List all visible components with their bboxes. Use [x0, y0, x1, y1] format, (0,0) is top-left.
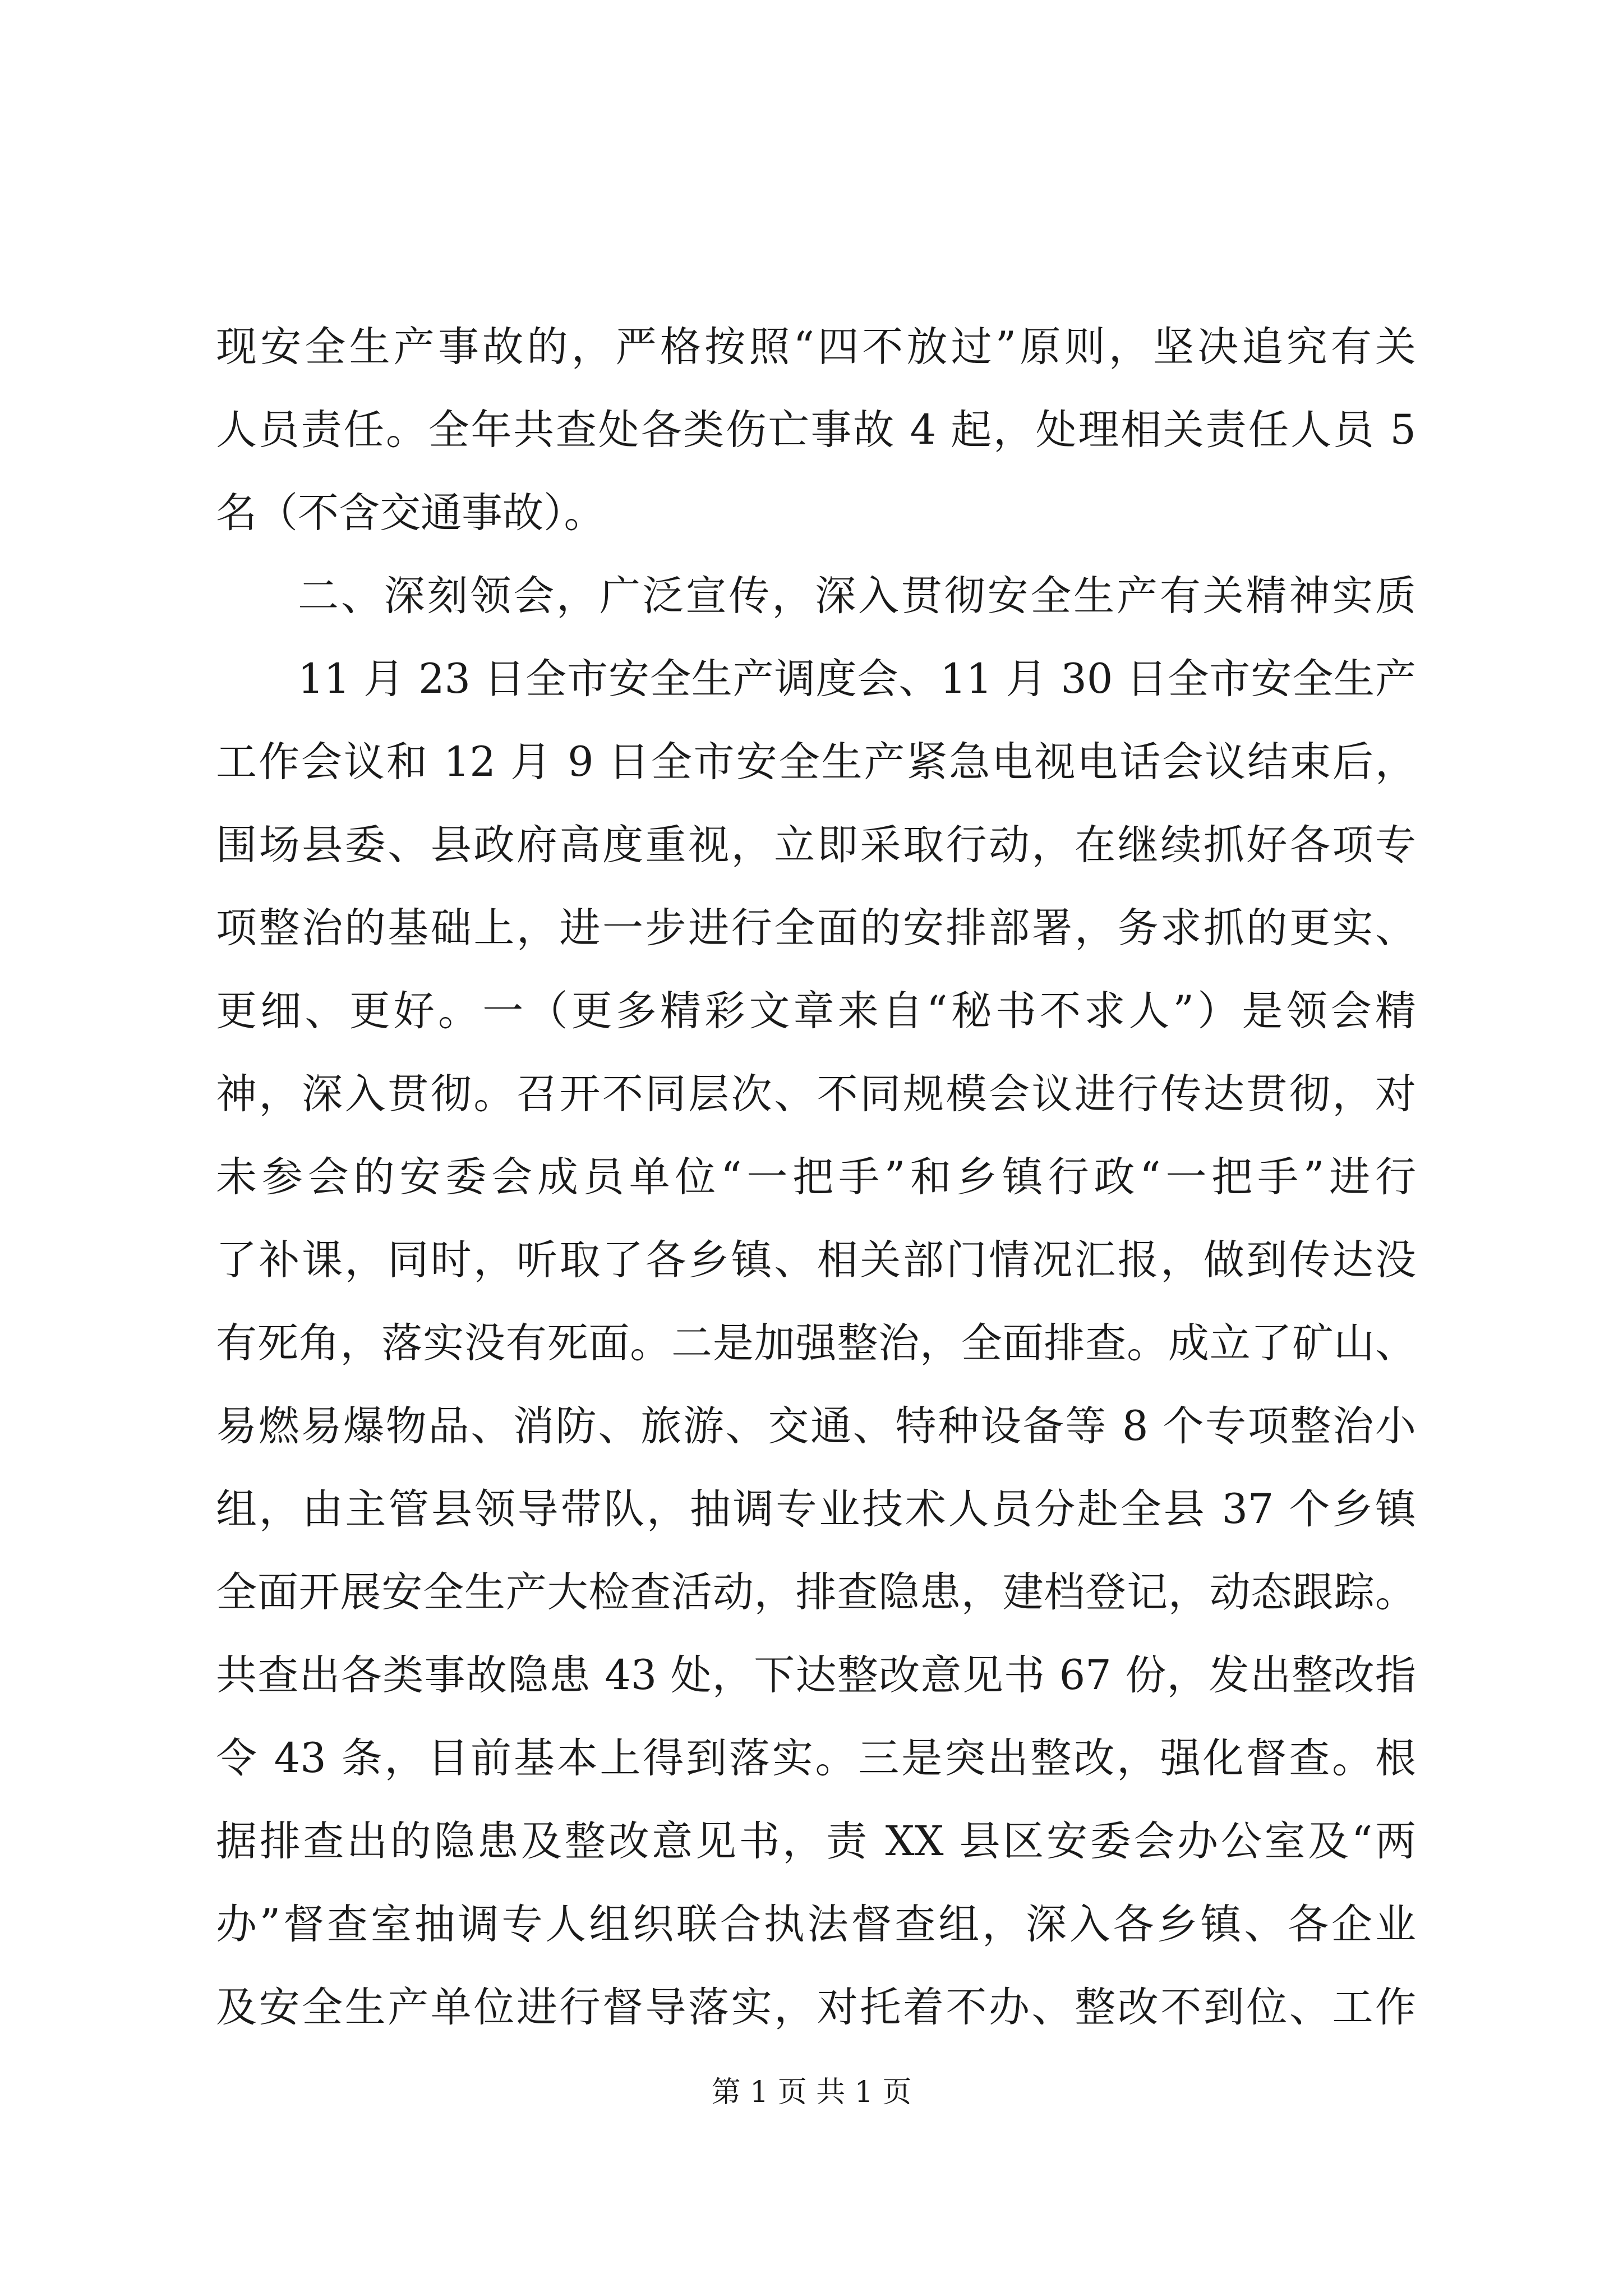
text-line-3: 名（不含交通事故）。: [216, 489, 605, 537]
body-text: [216, 306, 1416, 2049]
text-line-6: 工作会议和 12 月 9 日全市安全生产紧急电视电话会议结束后，: [216, 738, 1416, 786]
text-line-13: 有死角，落实没有死面。二是加强整治，全面排查。成立了矿山、: [216, 1319, 1416, 1367]
text-line-19: 据排查出的隐患及整改意见书，责 XX 县区安委会办公室及“两: [216, 1818, 1416, 1865]
text-line-1: 现安全生产事故的，严格按照“四不放过”原则，坚决追究有关: [216, 323, 1416, 371]
text-line-8: 项整治的基础上，进一步进行全面的安排部署，务求抓的更实、: [216, 904, 1416, 952]
section-heading: 二、深刻领会，广泛宣传，深入贯彻安全生产有关精神实质: [298, 572, 1416, 620]
text-line-11: 未参会的安委会成员单位“一把手”和乡镇行政“一把手”进行: [216, 1153, 1416, 1201]
text-line-18: 令 43 条，目前基本上得到落实。三是突出整改，强化督查。根: [216, 1734, 1416, 1782]
text-line-17: 共查出各类事故隐患 43 处，下达整改意见书 67 份，发出整改指: [216, 1651, 1416, 1699]
text-line-15: 组，由主管县领导带队，抽调专业技术人员分赴全县 37 个乡镇: [216, 1485, 1416, 1533]
text-line-20: 办”督查室抽调专人组织联合执法督查组，深入各乡镇、各企业: [216, 1901, 1416, 1948]
text-line-5: 11 月 23 日全市安全生产调度会、11 月 30 日全市安全生产: [298, 655, 1416, 703]
text-line-16: 全面开展安全生产大检查活动，排查隐患，建档登记，动态跟踪。: [216, 1568, 1416, 1616]
text-line-12: 了补课，同时，听取了各乡镇、相关部门情况汇报，做到传达没: [216, 1236, 1416, 1284]
text-line-7: 围场县委、县政府高度重视，立即采取行动，在继续抓好各项专: [216, 821, 1416, 869]
text-line-21: 及安全生产单位进行督导落实，对托着不办、整改不到位、工作: [216, 1984, 1416, 2031]
text-line-14: 易燃易爆物品、消防、旅游、交通、特种设备等 8 个专项整治小: [216, 1402, 1416, 1450]
page-footer: 第 1 页 共 1 页: [711, 2076, 912, 2109]
text-line-2: 人员责任。全年共查处各类伤亡事故 4 起，处理相关责任人员 5: [216, 406, 1416, 454]
text-line-10: 神，深入贯彻。召开不同层次、不同规模会议进行传达贯彻，对: [216, 1070, 1416, 1118]
text-line-9: 更细、更好。一（更多精彩文章来自“秘书不求人”）是领会精: [216, 987, 1416, 1035]
